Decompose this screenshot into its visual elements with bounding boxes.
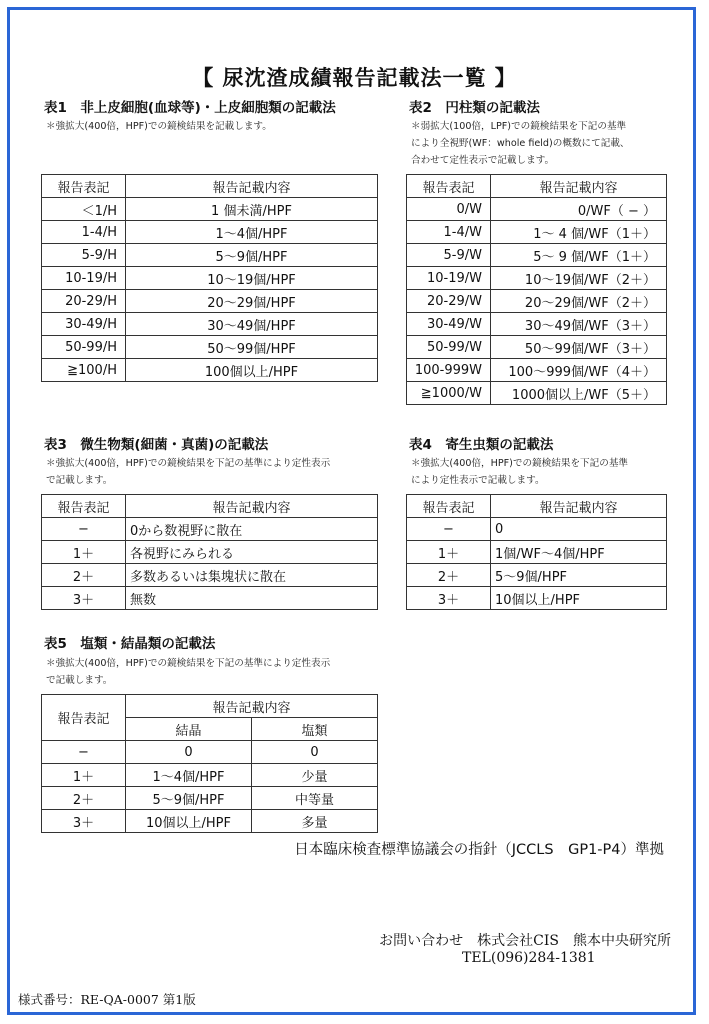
content-cell: 20～29個/WF（2＋） bbox=[491, 290, 667, 313]
content-cell: 1000個以上/WF（5＋） bbox=[491, 382, 667, 405]
code-cell: 1＋ bbox=[42, 764, 126, 787]
code-cell: ≧100/H bbox=[42, 359, 126, 382]
table-row bbox=[407, 244, 667, 267]
table-row bbox=[407, 267, 667, 290]
crystal-cell: 5～9個/HPF bbox=[126, 787, 252, 810]
contact-company: お問い合わせ 株式会社CIS 熊本中央研究所 bbox=[379, 933, 671, 949]
table3-note-line: ＊強拡大(400倍，HPF)での鏡検結果を下記の基準により定性表示 bbox=[46, 458, 331, 469]
content-cell: 100～999個/WF（4＋） bbox=[491, 359, 667, 382]
code-cell: 5-9/W bbox=[407, 244, 491, 267]
form-number: 様式番号：RE-QA-0007 第1版 bbox=[18, 992, 196, 1007]
header-code: 報告表記 bbox=[407, 495, 491, 518]
content-cell: 各視野にみられる bbox=[126, 541, 378, 564]
table-row bbox=[407, 336, 667, 359]
contact-phone: TEL(096)284-1381 bbox=[462, 950, 596, 966]
salt-cell: 0 bbox=[252, 741, 378, 764]
content-cell: 5～9個/HPF bbox=[491, 564, 667, 587]
table-row bbox=[42, 313, 378, 336]
content-cell: 1～4個/HPF bbox=[126, 221, 378, 244]
header-content: 報告記載内容 bbox=[126, 495, 378, 518]
table5-note bbox=[46, 655, 330, 689]
salt-cell: 多量 bbox=[252, 810, 378, 833]
table-row bbox=[42, 198, 378, 221]
header-content: 報告記載内容 bbox=[126, 695, 378, 718]
content-cell: 10～19個/WF（2＋） bbox=[491, 267, 667, 290]
header-salt: 塩類 bbox=[252, 718, 378, 741]
table-header-row bbox=[407, 175, 667, 198]
code-cell: 3＋ bbox=[407, 587, 491, 610]
code-cell: 1-4/H bbox=[42, 221, 126, 244]
code-cell: 50-99/H bbox=[42, 336, 126, 359]
content-cell: 1個/WF～4個/HPF bbox=[491, 541, 667, 564]
table3-note-line: で記載します。 bbox=[46, 475, 113, 486]
table5 bbox=[41, 694, 378, 833]
salt-cell: 中等量 bbox=[252, 787, 378, 810]
table-row bbox=[407, 564, 667, 587]
code-cell: 3＋ bbox=[42, 587, 126, 610]
table-row bbox=[42, 764, 378, 787]
header-content: 報告記載内容 bbox=[126, 175, 378, 198]
content-cell: 0 bbox=[491, 518, 667, 541]
content-cell: 1 個未満/HPF bbox=[126, 198, 378, 221]
code-cell: 10-19/W bbox=[407, 267, 491, 290]
code-cell: 30-49/W bbox=[407, 313, 491, 336]
table-header-row bbox=[407, 495, 667, 518]
code-cell: 20-29/W bbox=[407, 290, 491, 313]
content-cell: 0から数視野に散在 bbox=[126, 518, 378, 541]
code-cell: 30-49/H bbox=[42, 313, 126, 336]
table1-title: 表1 非上皮細胞(血球等)・上皮細胞類の記載法 bbox=[44, 100, 336, 116]
code-cell: 50-99/W bbox=[407, 336, 491, 359]
content-cell: 20～29個/HPF bbox=[126, 290, 378, 313]
table-row bbox=[407, 221, 667, 244]
table-header-row bbox=[42, 175, 378, 198]
header-code: 報告表記 bbox=[42, 495, 126, 518]
table5-title: 表5 塩類・結晶類の記載法 bbox=[44, 636, 216, 652]
code-cell: 2＋ bbox=[407, 564, 491, 587]
table-row bbox=[42, 564, 378, 587]
page-title: 【 尿沈渣成績報告記載法一覧 】 bbox=[192, 66, 517, 90]
table-header-row bbox=[42, 695, 378, 718]
table-row bbox=[42, 587, 378, 610]
table3 bbox=[41, 494, 378, 610]
table-row bbox=[407, 198, 667, 221]
header-crystal: 結晶 bbox=[126, 718, 252, 741]
table-row bbox=[407, 382, 667, 405]
code-cell: − bbox=[407, 518, 491, 541]
table-row bbox=[407, 359, 667, 382]
table-row bbox=[42, 336, 378, 359]
crystal-cell: 0 bbox=[126, 741, 252, 764]
table-row bbox=[42, 290, 378, 313]
table-header-row bbox=[42, 495, 378, 518]
content-cell: 1～ 4 個/WF（1＋） bbox=[491, 221, 667, 244]
content-cell: 5～9個/HPF bbox=[126, 244, 378, 267]
code-cell: 1＋ bbox=[407, 541, 491, 564]
salt-cell: 少量 bbox=[252, 764, 378, 787]
table4-title: 表4 寄生虫類の記載法 bbox=[409, 437, 554, 453]
table5-note-line: ＊強拡大(400倍，HPF)での鏡検結果を下記の基準により定性表示 bbox=[46, 658, 331, 669]
code-cell: 1-4/W bbox=[407, 221, 491, 244]
table-row bbox=[407, 518, 667, 541]
table2-note-line: 合わせて定性表示で記載します。 bbox=[411, 155, 555, 166]
code-cell: 2＋ bbox=[42, 787, 126, 810]
content-cell: 50～99個/WF（3＋） bbox=[491, 336, 667, 359]
code-cell: 5-9/H bbox=[42, 244, 126, 267]
code-cell: 20-29/H bbox=[42, 290, 126, 313]
code-cell: 2＋ bbox=[42, 564, 126, 587]
table-row bbox=[42, 221, 378, 244]
code-cell: 1＋ bbox=[42, 541, 126, 564]
code-cell: 0/W bbox=[407, 198, 491, 221]
table-row bbox=[407, 587, 667, 610]
table4-note bbox=[411, 455, 628, 489]
content-cell: 30～49個/WF（3＋） bbox=[491, 313, 667, 336]
code-cell: 3＋ bbox=[42, 810, 126, 833]
code-cell: 100-999W bbox=[407, 359, 491, 382]
crystal-cell: 10個以上/HPF bbox=[126, 810, 252, 833]
header-content: 報告記載内容 bbox=[491, 495, 667, 518]
header-code: 報告表記 bbox=[42, 695, 126, 741]
content-cell: 0/WF（ − ） bbox=[491, 198, 667, 221]
table3-note bbox=[46, 455, 330, 489]
table2-note-line: ＊弱拡大(100倍，LPF)での鏡検結果を下記の基準 bbox=[411, 121, 627, 132]
table-row bbox=[42, 359, 378, 382]
table5-note-line: で記載します。 bbox=[46, 675, 113, 686]
content-cell: 無数 bbox=[126, 587, 378, 610]
guideline-note: 日本臨床検査標準協議会の指針（JCCLS GP1-P4）準拠 bbox=[294, 842, 664, 858]
content-cell: 50～99個/HPF bbox=[126, 336, 378, 359]
table2-note-line: により全視野(WF：whole field)の概数にて記載、 bbox=[411, 138, 630, 149]
table-row bbox=[407, 313, 667, 336]
table-row bbox=[42, 787, 378, 810]
content-cell: 5～ 9 個/WF（1＋） bbox=[491, 244, 667, 267]
table-row bbox=[42, 741, 378, 764]
content-cell: 10～19個/HPF bbox=[126, 267, 378, 290]
header-code: 報告表記 bbox=[42, 175, 126, 198]
content-cell: 100個以上/HPF bbox=[126, 359, 378, 382]
crystal-cell: 1～4個/HPF bbox=[126, 764, 252, 787]
table-row bbox=[42, 244, 378, 267]
code-cell: ≧1000/W bbox=[407, 382, 491, 405]
table1 bbox=[41, 174, 378, 382]
code-cell: − bbox=[42, 741, 126, 764]
table2 bbox=[406, 174, 667, 405]
content-cell: 30～49個/HPF bbox=[126, 313, 378, 336]
table3-title: 表3 微生物類(細菌・真菌)の記載法 bbox=[44, 437, 269, 453]
table-row bbox=[42, 267, 378, 290]
code-cell: 10-19/H bbox=[42, 267, 126, 290]
table-row bbox=[407, 541, 667, 564]
table4 bbox=[406, 494, 667, 610]
content-cell: 多数あるいは集塊状に散在 bbox=[126, 564, 378, 587]
table1-note-line: ＊強拡大(400倍，HPF)での鏡検結果を記載します。 bbox=[46, 121, 272, 132]
table-row bbox=[407, 290, 667, 313]
code-cell: ＜1/H bbox=[42, 198, 126, 221]
table2-title: 表2 円柱類の記載法 bbox=[409, 100, 540, 116]
table-row bbox=[42, 541, 378, 564]
table4-note-line: ＊強拡大(400倍，HPF)での鏡検結果を下記の基準 bbox=[411, 458, 629, 469]
table-row bbox=[42, 518, 378, 541]
table4-note-line: により定性表示で記載します。 bbox=[411, 475, 545, 486]
header-content: 報告記載内容 bbox=[491, 175, 667, 198]
table1-note bbox=[46, 118, 272, 135]
header-code: 報告表記 bbox=[407, 175, 491, 198]
table2-note bbox=[411, 118, 630, 169]
content-cell: 10個以上/HPF bbox=[491, 587, 667, 610]
table-row bbox=[42, 810, 378, 833]
code-cell: − bbox=[42, 518, 126, 541]
